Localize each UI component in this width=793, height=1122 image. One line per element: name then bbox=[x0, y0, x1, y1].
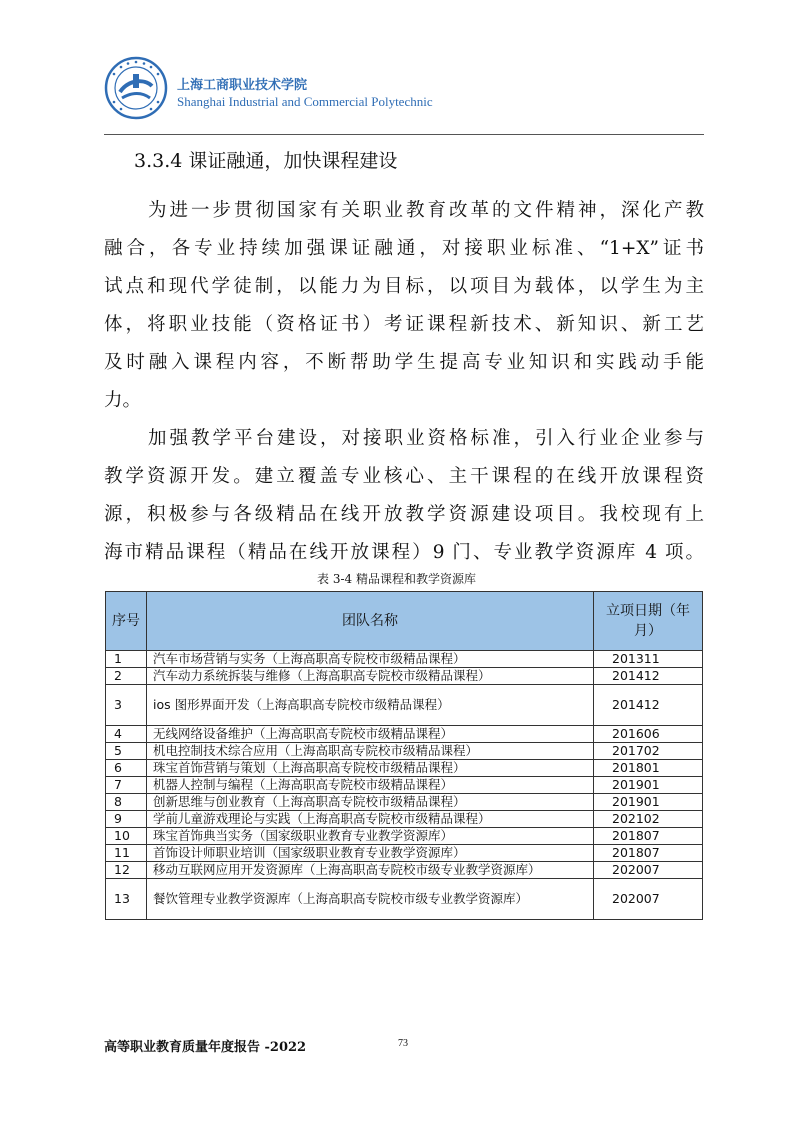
table-row bbox=[106, 668, 703, 685]
row-name: 首饰设计师职业培训（国家级职业教育专业教学资源库） bbox=[147, 845, 594, 862]
table-row bbox=[106, 777, 703, 794]
row-index: 8 bbox=[106, 794, 147, 811]
row-name: 珠宝首饰营销与策划（上海高职高专院校市级精品课程） bbox=[147, 760, 594, 777]
table-row bbox=[106, 879, 703, 920]
table-row bbox=[106, 651, 703, 668]
row-date: 201311 bbox=[594, 651, 703, 668]
paragraph-line: 为进一步贯彻国家有关职业教育改革的文件精神，深化产教 bbox=[148, 200, 704, 221]
paragraph-line: 海市精品课程（精品在线开放课程）9 门、专业教学资源库 4 项。 bbox=[104, 542, 704, 563]
row-index: 11 bbox=[106, 845, 147, 862]
paragraph-line: 试点和现代学徒制，以能力为目标，以项目为载体，以学生为主 bbox=[104, 276, 704, 297]
row-name: 学前儿童游戏理论与实践（上海高职高专院校市级精品课程） bbox=[147, 811, 594, 828]
table-row bbox=[106, 845, 703, 862]
paragraph-line: 融合，各专业持续加强课证融通，对接职业标准、“1+X”证书 bbox=[104, 238, 704, 259]
row-date: 201412 bbox=[594, 685, 703, 726]
row-name: 机电控制技术综合应用（上海高职高专院校市级精品课程） bbox=[147, 743, 594, 760]
paragraph-2 bbox=[104, 420, 704, 572]
row-index: 10 bbox=[106, 828, 147, 845]
row-index: 12 bbox=[106, 862, 147, 879]
table-row bbox=[106, 862, 703, 879]
table-row bbox=[106, 685, 703, 726]
row-date: 201901 bbox=[594, 777, 703, 794]
row-index: 3 bbox=[106, 685, 147, 726]
table-caption: 表 3-4 精品课程和教学资源库 bbox=[317, 572, 476, 586]
row-date: 202007 bbox=[594, 862, 703, 879]
school-name-english: Shanghai Industrial and Commercial Polytechnic bbox=[177, 94, 433, 109]
row-index: 4 bbox=[106, 726, 147, 743]
school-seal-logo-icon bbox=[104, 56, 168, 120]
row-index: 7 bbox=[106, 777, 147, 794]
row-name: 创新思维与创业教育（上海高职高专院校市级精品课程） bbox=[147, 794, 594, 811]
row-date: 201807 bbox=[594, 845, 703, 862]
row-date: 201807 bbox=[594, 828, 703, 845]
paragraph-line: 加强教学平台建设，对接职业资格标准，引入行业企业参与 bbox=[148, 428, 704, 449]
table-row bbox=[106, 828, 703, 845]
paragraph-line: 体，将职业技能（资格证书）考证课程新技术、新知识、新工艺 bbox=[104, 314, 704, 335]
row-index: 13 bbox=[106, 879, 147, 920]
column-header-name: 团队名称 bbox=[147, 592, 594, 651]
row-name: 汽车动力系统拆装与维修（上海高职高专院校市级精品课程） bbox=[147, 668, 594, 685]
row-index: 1 bbox=[106, 651, 147, 668]
row-date: 202007 bbox=[594, 879, 703, 920]
paragraph-1 bbox=[104, 192, 704, 420]
page-number: 73 bbox=[398, 1038, 408, 1049]
table-row bbox=[106, 726, 703, 743]
report-title: 高等职业教育质量年度报告 -2022 bbox=[104, 1040, 307, 1055]
courses-table bbox=[105, 591, 703, 920]
row-name: 汽车市场营销与实务（上海高职高专院校市级精品课程） bbox=[147, 651, 594, 668]
row-name: 餐饮管理专业教学资源库（上海高职高专院校市级专业教学资源库） bbox=[147, 879, 594, 920]
row-date: 201801 bbox=[594, 760, 703, 777]
header-divider bbox=[104, 134, 704, 135]
row-date: 202102 bbox=[594, 811, 703, 828]
row-name: 珠宝首饰典当实务（国家级职业教育专业教学资源库） bbox=[147, 828, 594, 845]
row-name: 无线网络设备维护（上海高职高专院校市级精品课程） bbox=[147, 726, 594, 743]
row-index: 2 bbox=[106, 668, 147, 685]
page-header bbox=[104, 56, 704, 132]
row-name: 移动互联网应用开发资源库（上海高职高专院校市级专业教学资源库） bbox=[147, 862, 594, 879]
row-date: 201901 bbox=[594, 794, 703, 811]
paragraph-line: 教学资源开发。建立覆盖专业核心、主干课程的在线开放课程资 bbox=[104, 466, 704, 487]
paragraph-line: 源，积极参与各级精品在线开放教学资源建设项目。我校现有上 bbox=[104, 504, 704, 525]
table-row bbox=[106, 743, 703, 760]
section-title: 3.3.4 课证融通，加快课程建设 bbox=[134, 150, 398, 172]
table-row bbox=[106, 794, 703, 811]
row-name: 机器人控制与编程（上海高职高专院校市级精品课程） bbox=[147, 777, 594, 794]
row-index: 6 bbox=[106, 760, 147, 777]
table-row bbox=[106, 760, 703, 777]
paragraph-line: 及时融入课程内容，不断帮助学生提高专业知识和实践动手能 bbox=[104, 352, 704, 373]
row-name: ios 图形界面开发（上海高职高专院校市级精品课程） bbox=[147, 685, 594, 726]
table-header-row bbox=[106, 592, 703, 651]
row-index: 5 bbox=[106, 743, 147, 760]
column-header-date: 立项日期（年月） bbox=[594, 592, 703, 651]
table-row bbox=[106, 811, 703, 828]
row-date: 201702 bbox=[594, 743, 703, 760]
row-date: 201606 bbox=[594, 726, 703, 743]
row-index: 9 bbox=[106, 811, 147, 828]
row-date: 201412 bbox=[594, 668, 703, 685]
paragraph-line: 力。 bbox=[104, 390, 142, 411]
school-name-chinese: 上海工商职业技术学院 bbox=[177, 78, 308, 93]
column-header-index: 序号 bbox=[106, 592, 147, 651]
